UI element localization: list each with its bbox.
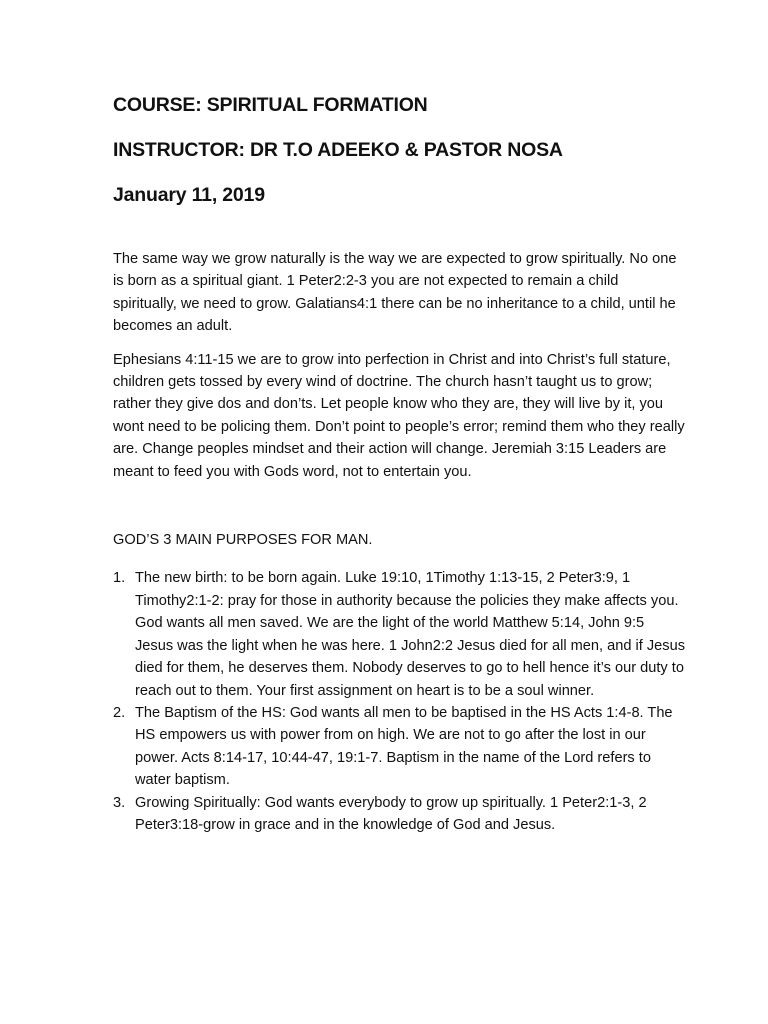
list-item <box>113 567 685 701</box>
list-item-text: The Baptism of the HS: God wants all men to be baptised in the HS Acts 1:4-8. The HS empowers us with power from on high. We are not to go after the lost in our power. Acts 8:14-17, 10:44-47, 19:1-7. Baptism in the name of the Lord refers to water baptism. <box>135 704 673 789</box>
list-item-number: 2. <box>113 704 126 721</box>
instructor-heading: INSTRUCTOR: DR T.O ADEEKO & PASTOR NOSA <box>113 139 563 161</box>
purposes-section-title: GOD’S 3 MAIN PURPOSES FOR MAN. <box>113 532 373 549</box>
document-content <box>113 92 685 836</box>
list-item <box>113 702 685 792</box>
intro-paragraph: Ephesians 4:11-15 we are to grow into perfection in Christ and into Christ’s full stature, children gets tossed by every wind of doctrine. The church hasn’t taught us to grow; rather they give dos and don’ts. Let people know who they are, they will live by it, you wont need to be policing them. Don’t point to people’s error; remind them who they really are. Change peoples mindset and their action will change. Jeremiah 3:15 Leaders are meant to feed you with Gods word, not to entertain you. <box>113 351 685 480</box>
course-heading: COURSE: SPIRITUAL FORMATION <box>113 94 428 116</box>
list-item-number: 3. <box>113 794 126 811</box>
intro-paragraph: The same way we grow naturally is the way we are expected to grow spiritually. No one is born as a spiritual giant. 1 Peter2:2-3 you are not expected to remain a child spiritually, we need to grow. Galatians4:1 there can be no inheritance to a child, until he becomes an adult. <box>113 251 677 335</box>
list-item-number: 1. <box>113 570 126 587</box>
date-heading: January 11, 2019 <box>113 184 265 206</box>
purposes-list <box>113 567 685 836</box>
list-item-text: The new birth: to be born again. Luke 19:10, 1Timothy 1:13-15, 2 Peter3:9, 1 Timothy2:1-2: pray for those in authority because the policies they make affects you. God wants all men saved. We are the light of the world Matthew 5:14, John 9:5 Jesus was the light when he was here. 1 John2:2 Jesus died for all men, and if Jesus died for them, he deserves them. Nobody deserves to go to hell hence it’s our duty to reach out to them. Your first assignment on heart is to be a soul winner. <box>135 570 686 699</box>
list-item-text: Growing Spiritually: God wants everybody to grow up spiritually. 1 Peter2:1-3, 2 Peter3:18-grow in grace and in the knowledge of God and Jesus. <box>135 794 647 833</box>
list-item <box>113 792 685 837</box>
